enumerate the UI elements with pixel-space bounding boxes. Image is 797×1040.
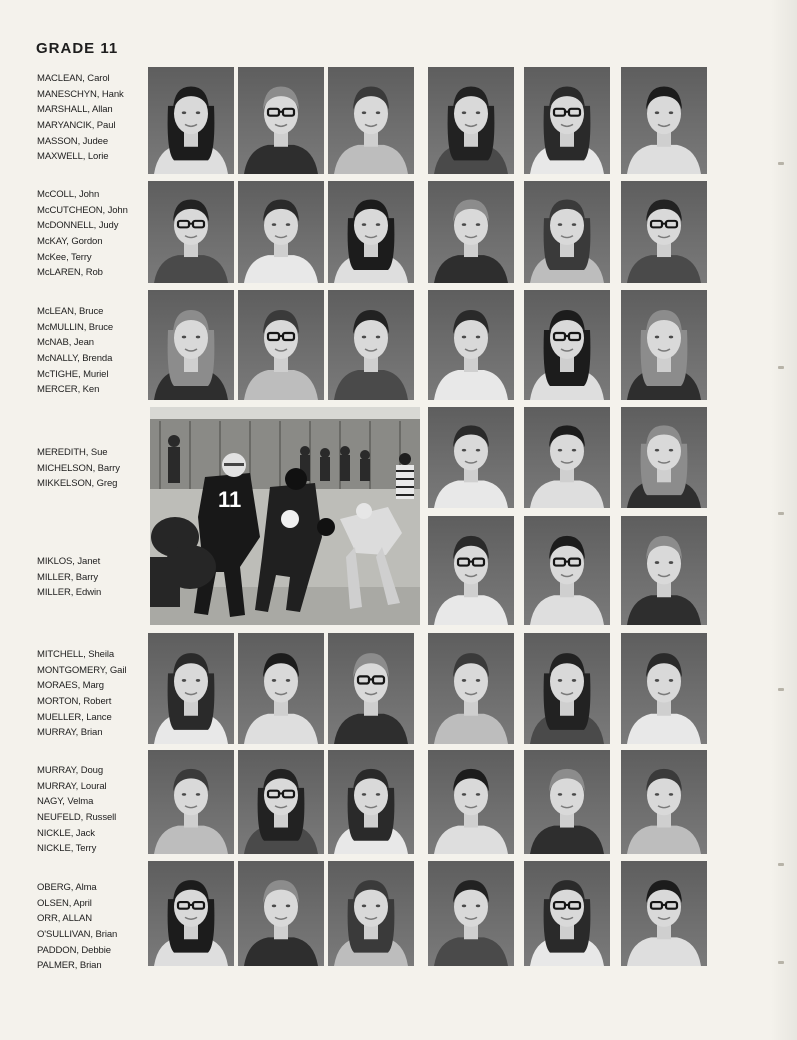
student-portrait: [238, 750, 324, 854]
student-portrait: [621, 861, 707, 966]
student-name: MANESCHYN, Hank: [37, 88, 124, 100]
student-name: MORTON, Robert: [37, 696, 112, 708]
page-title: GRADE 11: [36, 40, 119, 57]
student-portrait: [428, 181, 514, 283]
student-name: MAXWELL, Lorie: [37, 151, 109, 163]
student-name: McTIGHE, Muriel: [37, 368, 109, 380]
student-name: MONTGOMERY, Gail: [37, 664, 127, 676]
student-name: MARYANCIK, Paul: [37, 120, 116, 132]
student-portrait: [428, 750, 514, 854]
student-name: ORR, ALLAN: [37, 913, 92, 925]
name-list-row-1: [37, 71, 145, 165]
student-portrait: [621, 633, 707, 744]
student-name: MURRAY, Doug: [37, 765, 104, 776]
student-name: MILLER, Barry: [37, 571, 98, 583]
student-portrait: [524, 633, 610, 744]
student-portrait: [148, 290, 234, 400]
student-name: MASSON, Judee: [37, 135, 109, 147]
student-name: NAGY, Velma: [37, 796, 94, 808]
student-portrait: [524, 181, 610, 283]
name-list-row-2: [37, 187, 145, 281]
student-name: McCUTCHEON, John: [37, 204, 128, 216]
student-name: MORAES, Marg: [37, 680, 104, 692]
student-name: OLSEN, April: [37, 897, 92, 909]
binder-mark: [778, 863, 784, 866]
student-name: McMULLIN, Bruce: [37, 321, 114, 333]
student-name: NEUFELD, Russell: [37, 812, 117, 824]
student-portrait: [238, 181, 324, 283]
student-portrait: [148, 750, 234, 854]
student-portrait: [428, 290, 514, 400]
student-portrait: [148, 67, 234, 174]
student-portrait: [328, 181, 414, 283]
student-portrait: [621, 516, 707, 625]
name-list-row-3: [37, 304, 145, 398]
student-portrait: [621, 181, 707, 283]
student-name: McNAB, Jean: [37, 337, 94, 349]
student-portrait: [238, 861, 324, 966]
page-edge-shadow: [770, 0, 797, 1040]
student-portrait: [428, 407, 514, 508]
binder-mark: [778, 961, 784, 964]
student-portrait: [148, 181, 234, 283]
binder-mark: [778, 162, 784, 165]
student-name: MILLER, Edwin: [37, 587, 102, 599]
student-name: McDONNELL, Judy: [37, 220, 119, 232]
student-name: McKAY, Gordon: [37, 236, 103, 248]
name-list-row-5: [37, 554, 145, 601]
binder-mark: [778, 688, 784, 691]
student-portrait: [524, 67, 610, 174]
student-portrait: [328, 633, 414, 744]
name-list-row-8: [37, 880, 145, 974]
student-name: MURRAY, Brian: [37, 727, 103, 739]
student-name: MICHELSON, Barry: [37, 462, 120, 474]
student-portrait: [524, 861, 610, 966]
student-name: MACLEAN, Carol: [37, 73, 110, 84]
student-name: MERCER, Ken: [37, 384, 100, 396]
student-portrait: [148, 633, 234, 744]
name-list-row-6: [37, 647, 145, 741]
student-name: OBERG, Alma: [37, 882, 97, 893]
football-action-photo: [150, 407, 420, 625]
student-portrait: [328, 750, 414, 854]
student-portrait: [238, 633, 324, 744]
student-portrait: [238, 290, 324, 400]
jersey-number: 11: [218, 487, 242, 512]
binder-mark: [778, 512, 784, 515]
student-name: PADDON, Debbie: [37, 944, 111, 956]
binder-mark: [778, 366, 784, 369]
student-portrait: [428, 633, 514, 744]
name-list-row-7: [37, 763, 145, 857]
student-name: MITCHELL, Sheila: [37, 649, 115, 660]
student-portrait: [328, 290, 414, 400]
student-portrait: [328, 861, 414, 966]
student-name: MEREDITH, Sue: [37, 447, 108, 458]
student-name: MUELLER, Lance: [37, 711, 112, 723]
student-name: MIKLOS, Janet: [37, 556, 101, 567]
student-portrait: [621, 407, 707, 508]
student-portrait: [328, 67, 414, 174]
student-name: MARSHALL, Allan: [37, 104, 113, 116]
student-name: McLAREN, Rob: [37, 267, 103, 279]
student-name: MIKKELSON, Greg: [37, 478, 118, 490]
student-name: PALMER, Brian: [37, 960, 102, 972]
student-name: NICKLE, Terry: [37, 843, 97, 855]
student-name: NICKLE, Jack: [37, 827, 95, 839]
student-portrait: [428, 861, 514, 966]
name-list-row-4: [37, 445, 145, 492]
student-name: O'SULLIVAN, Brian: [37, 929, 118, 941]
student-name: McNALLY, Brenda: [37, 353, 113, 365]
student-portrait: [621, 290, 707, 400]
student-portrait: [428, 67, 514, 174]
student-portrait: [428, 516, 514, 625]
student-portrait: [524, 290, 610, 400]
student-portrait: [524, 407, 610, 508]
student-portrait: [148, 861, 234, 966]
student-name: McKee, Terry: [37, 251, 92, 263]
student-portrait: [524, 750, 610, 854]
student-portrait: [238, 67, 324, 174]
student-name: McLEAN, Bruce: [37, 306, 104, 317]
student-name: McCOLL, John: [37, 189, 100, 200]
student-portrait: [621, 750, 707, 854]
student-portrait: [621, 67, 707, 174]
student-name: MURRAY, Loural: [37, 780, 107, 792]
student-portrait: [524, 516, 610, 625]
